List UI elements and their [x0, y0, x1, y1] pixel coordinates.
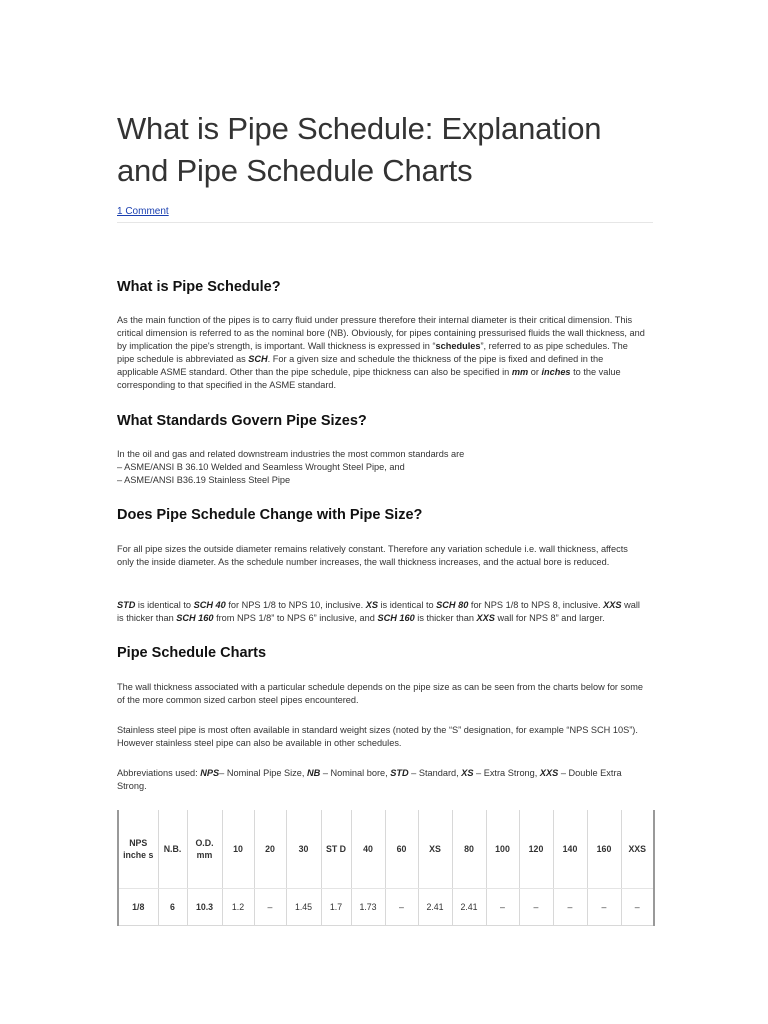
- table-cell: –: [621, 889, 654, 926]
- schedule-table: [117, 810, 655, 926]
- column-header: 40: [351, 810, 385, 889]
- text-run: – Nominal Pipe Size,: [219, 768, 307, 778]
- text-run: from NPS 1/8” to NPS 6” inclusive, and: [213, 613, 378, 623]
- text-line: – ASME/ANSI B36.19 Stainless Steel Pipe: [117, 475, 291, 485]
- paragraph-change-1: For all pipe sizes the outside diameter remains relatively constant. Therefore any variation schedule i.e. wall thickness, affects only the inside diameter. As the schedule number increases, the wall thickness increases, and the actual bore is reduced.: [117, 544, 628, 567]
- column-header: N.B.: [158, 810, 187, 889]
- paragraph-what-is: [117, 314, 647, 392]
- column-header: 30: [286, 810, 321, 889]
- text-run: . For a given size and schedule the thickness of the pipe is fixed and defined in the applicable ASME standard. Other than the pipe schedule, pipe thickness can also be specified in: [117, 354, 604, 377]
- section-heading-schedule-change: Does Pipe Schedule Change with Pipe Size?: [117, 507, 423, 523]
- text-run: is identical to: [135, 600, 194, 610]
- text-emphasis: SCH: [248, 354, 268, 364]
- text-emphasis: XXS: [539, 768, 559, 778]
- text-run: As the main function of the pipes is to carry fluid under pressure therefore their internal diameter is their critical dimension. This critical dimension is referred to as the nominal bore (NB). Obviously, for pipes containing pressurised fluids the wall thickness, and by implication the pipe's strength, is important. Wall thickness is expressed in “: [117, 315, 645, 351]
- comments-link[interactable]: 1 Comment: [117, 206, 169, 217]
- table-cell: 6: [158, 889, 187, 926]
- table-cell: –: [519, 889, 553, 926]
- text-run: is thicker than: [414, 613, 477, 623]
- text-run: – Double Extra Strong.: [117, 768, 622, 791]
- text-emphasis: XXS: [476, 613, 495, 623]
- text-emphasis: SCH 40: [193, 600, 226, 610]
- table-cell: 2.41: [418, 889, 452, 926]
- column-header: NPS inche s: [118, 810, 158, 889]
- divider: [117, 222, 653, 223]
- table-cell: 1.45: [286, 889, 321, 926]
- column-header: 20: [254, 810, 286, 889]
- text-emphasis: SCH 80: [436, 600, 469, 610]
- text-emphasis: XXS: [603, 600, 622, 610]
- pipe-schedule-table: [117, 810, 653, 926]
- table-cell: –: [553, 889, 587, 926]
- table-cell: 1/8: [118, 889, 158, 926]
- text-run: wall is thicker than: [117, 600, 640, 623]
- text-run: for NPS 1/8 to NPS 10, inclusive.: [225, 600, 366, 610]
- column-header: 160: [587, 810, 621, 889]
- paragraph-change-2: [117, 599, 647, 625]
- text-run: Abbreviations used:: [117, 768, 201, 778]
- table-cell: –: [587, 889, 621, 926]
- column-header: 140: [553, 810, 587, 889]
- column-header: 10: [222, 810, 254, 889]
- text-emphasis: STD: [390, 768, 409, 778]
- table-cell: 1.2: [222, 889, 254, 926]
- text-run: ”, referred to as pipe schedules. The pipe schedule is abbreviated as: [117, 341, 628, 364]
- column-header: 60: [385, 810, 418, 889]
- table-cell: –: [486, 889, 519, 926]
- text-emphasis: NB: [307, 768, 321, 778]
- text-emphasis: STD: [117, 600, 136, 610]
- paragraph-abbreviations: [117, 767, 647, 793]
- column-header: 80: [452, 810, 486, 889]
- text-line: In the oil and gas and related downstream industries the most common standards are: [117, 449, 465, 459]
- column-header: 100: [486, 810, 519, 889]
- text-run: – Extra Strong,: [473, 768, 540, 778]
- section-heading-charts: Pipe Schedule Charts: [117, 645, 267, 661]
- table-cell: 1.73: [351, 889, 385, 926]
- table-cell: 10.3: [187, 889, 222, 926]
- text-line: – ASME/ANSI B 36.10 Welded and Seamless Wrought Steel Pipe, and: [117, 462, 405, 472]
- text-emphasis: inches: [541, 367, 571, 377]
- text-emphasis: SCH 160: [176, 613, 214, 623]
- text-emphasis: XS: [365, 600, 378, 610]
- paragraph-standards: [117, 448, 647, 487]
- text-emphasis: XS: [461, 768, 474, 778]
- table-cell: –: [254, 889, 286, 926]
- paragraph-charts-2: Stainless steel pipe is most often available in standard weight sizes (noted by the “S” designation, for example “NPS SCH 10S”). However stainless steel pipe can also be available in other schedules.: [117, 725, 638, 748]
- text-emphasis: SCH 160: [377, 613, 415, 623]
- paragraph-charts-1: The wall thickness associated with a particular schedule depends on the pipe size as can be seen from the charts below for some of the more common sized carbon steel pipes encountered.: [117, 682, 644, 705]
- table-cell: –: [385, 889, 418, 926]
- table-cell: 2.41: [452, 889, 486, 926]
- column-header: ST D: [321, 810, 351, 889]
- text-run: – Nominal bore,: [320, 768, 391, 778]
- text-run: wall for NPS 8” and larger.: [494, 613, 605, 623]
- table-cell: 1.7: [321, 889, 351, 926]
- table-header-row: [118, 810, 654, 889]
- text-run: or: [528, 367, 542, 377]
- text-emphasis: mm: [511, 367, 529, 377]
- text-run: is identical to: [377, 600, 437, 610]
- text-run: – Standard,: [408, 768, 462, 778]
- text-run: to the value corresponding to that specified in the ASME standard.: [117, 367, 621, 390]
- column-header: O.D. mm: [187, 810, 222, 889]
- column-header: XS: [418, 810, 452, 889]
- column-header: XXS: [621, 810, 654, 889]
- table-row: [118, 889, 654, 926]
- text-emphasis: NPS: [200, 768, 220, 778]
- page-title: What is Pipe Schedule: Explanation and Pipe Schedule Charts: [117, 111, 602, 188]
- text-emphasis: schedules: [435, 341, 481, 351]
- section-heading-what-is-pipe-schedule: What is Pipe Schedule?: [117, 279, 281, 295]
- column-header: 120: [519, 810, 553, 889]
- section-heading-standards: What Standards Govern Pipe Sizes?: [117, 413, 367, 429]
- text-run: for NPS 1/8 to NPS 8, inclusive.: [468, 600, 604, 610]
